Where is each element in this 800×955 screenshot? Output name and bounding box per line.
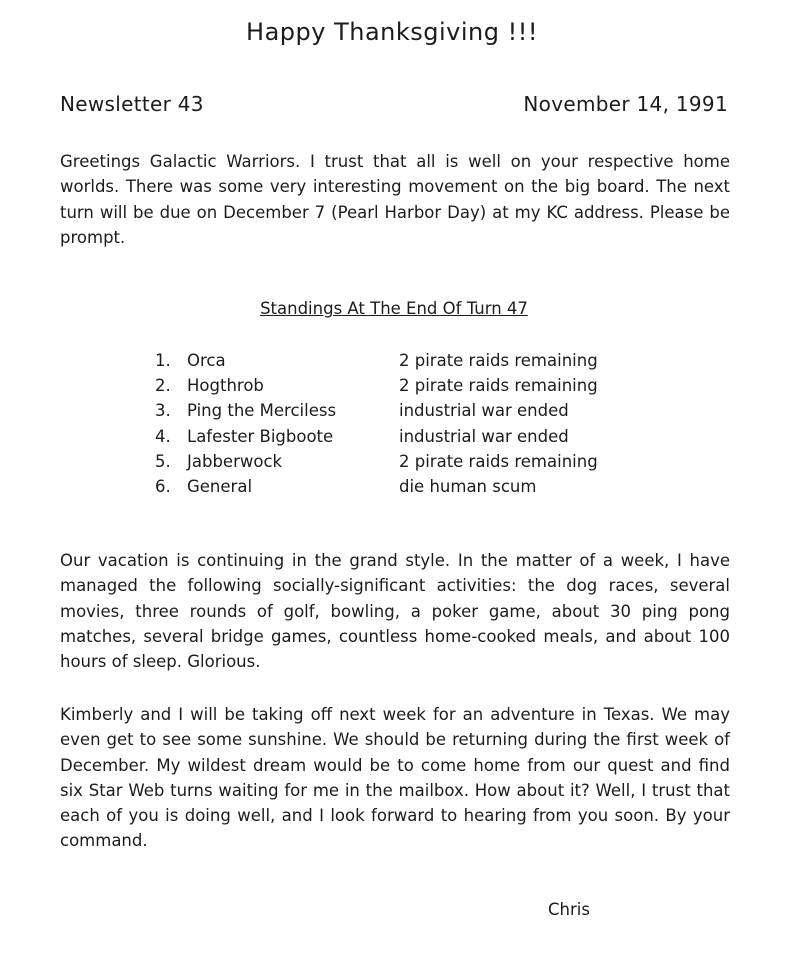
standings-rank: 2. xyxy=(155,376,171,396)
standings-player: Hogthrob xyxy=(187,376,264,396)
standings-row xyxy=(155,398,598,423)
standings-row xyxy=(155,474,598,499)
standings-status: 2 pirate raids remaining xyxy=(399,451,598,471)
standings-rank: 6. xyxy=(155,476,171,496)
standings-rank: 4. xyxy=(155,426,171,446)
newsletter-date: November 14, 1991 xyxy=(523,92,728,116)
standings-rank: 3. xyxy=(155,401,171,421)
signature: Chris xyxy=(548,900,590,919)
standings-player: Orca xyxy=(187,351,226,370)
closing-paragraph: Kimberly and I will be taking off next week for an adventure in Texas. We may even get to see some sunshine. We should be returning during the first week of December. My wildest dream would be to come home from our quest and find six Star Web turns waiting for me in the mailbox. How about it? Well, I trust that each of you is doing well, and I look forward to hearing from you soon. By your command. xyxy=(60,705,730,851)
standings-row xyxy=(155,449,598,474)
standings-status: 2 pirate raids remaining xyxy=(399,351,598,370)
standings-row xyxy=(155,424,598,449)
standings-status: industrial war ended xyxy=(399,401,569,421)
standings-row xyxy=(155,373,598,398)
standings-player: Ping the Merciless xyxy=(187,401,337,421)
standings-rank: 5. xyxy=(155,451,171,471)
standings-row xyxy=(155,348,598,373)
standings-rank: 1. xyxy=(155,351,171,370)
standings-status: 2 pirate raids remaining xyxy=(399,376,598,396)
newsletter-issue: Newsletter 43 xyxy=(60,92,204,116)
intro-paragraph: Greetings Galactic Warriors. I trust that all is well on your respective home worlds. There was some very interesting movement on the big board. The next turn will be due on December 7 (Pearl Harbor Day) at my KC address. Please be prompt. xyxy=(60,152,730,247)
standings-heading: Standings At The End Of Turn 47 xyxy=(260,299,528,318)
newsletter-header xyxy=(60,92,728,116)
standings-status: die human scum xyxy=(399,476,537,496)
standings-status: industrial war ended xyxy=(399,426,569,446)
vacation-paragraph: Our vacation is continuing in the grand style. In the matter of a week, I have managed the following socially-significant activities: the dog races, several movies, three rounds of golf, bowling, a poker game, about 30 ping pong matches, several bridge games, countless home-cooked meals, and about 100 hours of sleep. Glorious. xyxy=(60,551,730,672)
standings-player: General xyxy=(187,476,253,496)
newsletter-title: Happy Thanksgiving !!! xyxy=(246,18,538,46)
standings-player: Lafester Bigboote xyxy=(187,426,334,446)
standings-list xyxy=(155,348,598,499)
standings-player: Jabberwock xyxy=(187,451,283,471)
